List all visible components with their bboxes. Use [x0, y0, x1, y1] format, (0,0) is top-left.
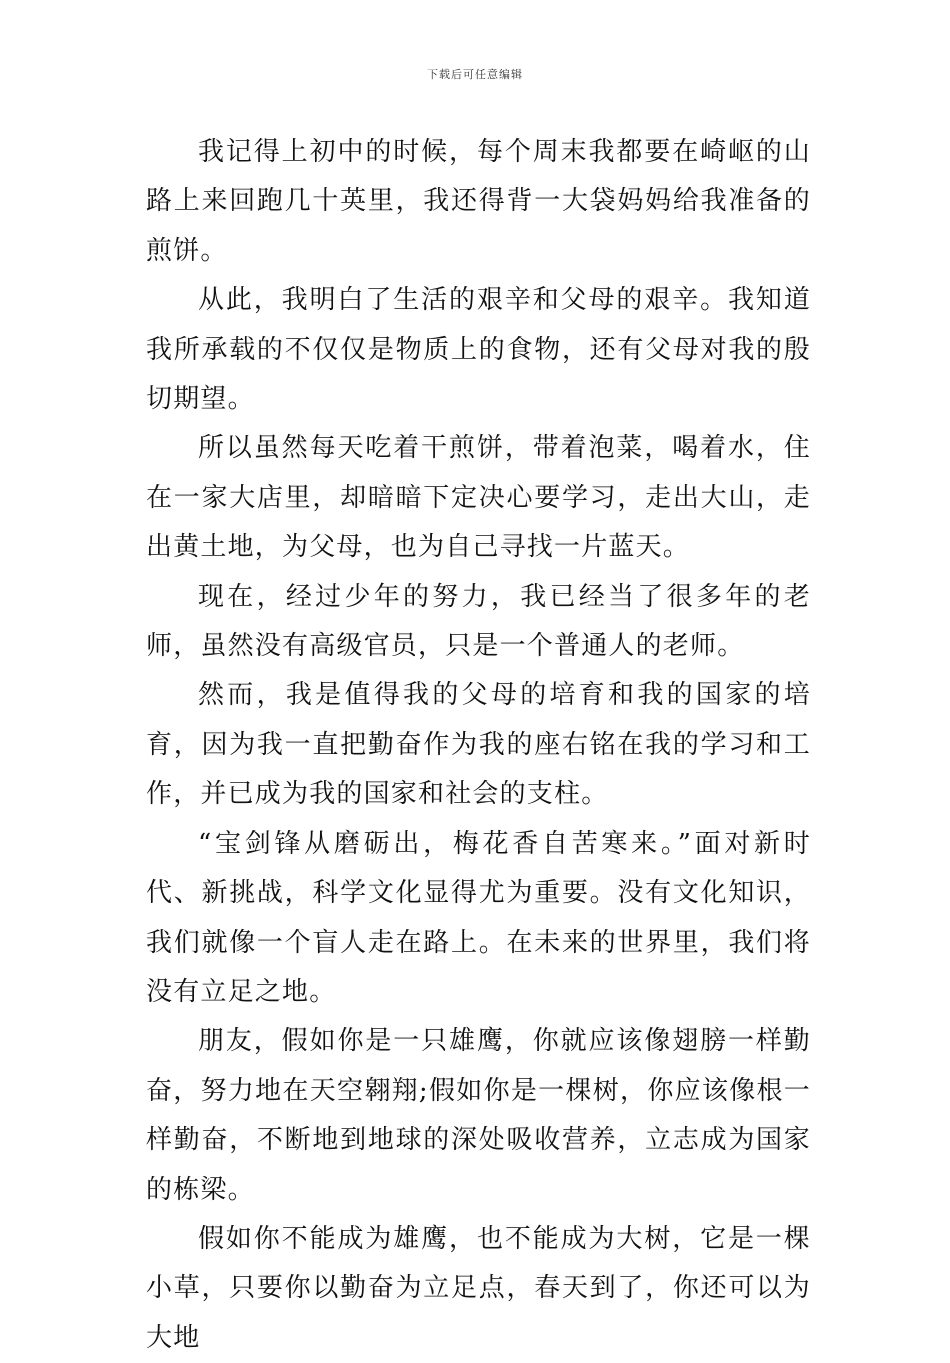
- paragraph-6: “宝剑锋从磨砺出，梅花香自苦寒来。”面对新时代、新挑战，科学文化显得尤为重要。没有文化知识，我们就像一个盲人走在路上。在未来的世界里，我们将没有立足之地。: [146, 828, 811, 1007]
- paragraph-4: 现在，经过少年的努力，我已经当了很多年的老师，虽然没有高级官员，只是一个普通人的老师。: [146, 581, 811, 662]
- header-note: 下载后可任意编辑: [427, 68, 523, 81]
- paragraph-8: 假如你不能成为雄鹰，也不能成为大树，它是一棵小草，只要你以勤奋为立足点，春天到了，你还可以为大地: [146, 1223, 811, 1353]
- paragraph-1: 我记得上初中的时候，每个周末我都要在崎岖的山路上来回跑几十英里，我还得背一大袋妈妈给我准备的煎饼。: [146, 137, 811, 266]
- body-text: [146, 128, 811, 1363]
- paragraph-3: 所以虽然每天吃着干煎饼，带着泡菜，喝着水，住在一家大店里，却暗暗下定决心要学习，走出大山，走出黄土地，为父母，也为自己寻找一片蓝天。: [146, 433, 811, 563]
- paragraph-7: 朋友，假如你是一只雄鹰，你就应该像翅膀一样勤奋，努力地在天空翱翔;假如你是一棵树，你应该像根一样勤奋，不断地到地球的深处吸收营养，立志成为国家的栋梁。: [146, 1026, 811, 1205]
- paragraph-2: 从此，我明白了生活的艰辛和父母的艰辛。我知道我所承载的不仅仅是物质上的食物，还有父母对我的殷切期望。: [146, 285, 811, 415]
- paragraph-5: 然而，我是值得我的父母的培育和我的国家的培育，因为我一直把勤奋作为我的座右铭在我的学习和工作，并已成为我的国家和社会的支柱。: [146, 680, 811, 810]
